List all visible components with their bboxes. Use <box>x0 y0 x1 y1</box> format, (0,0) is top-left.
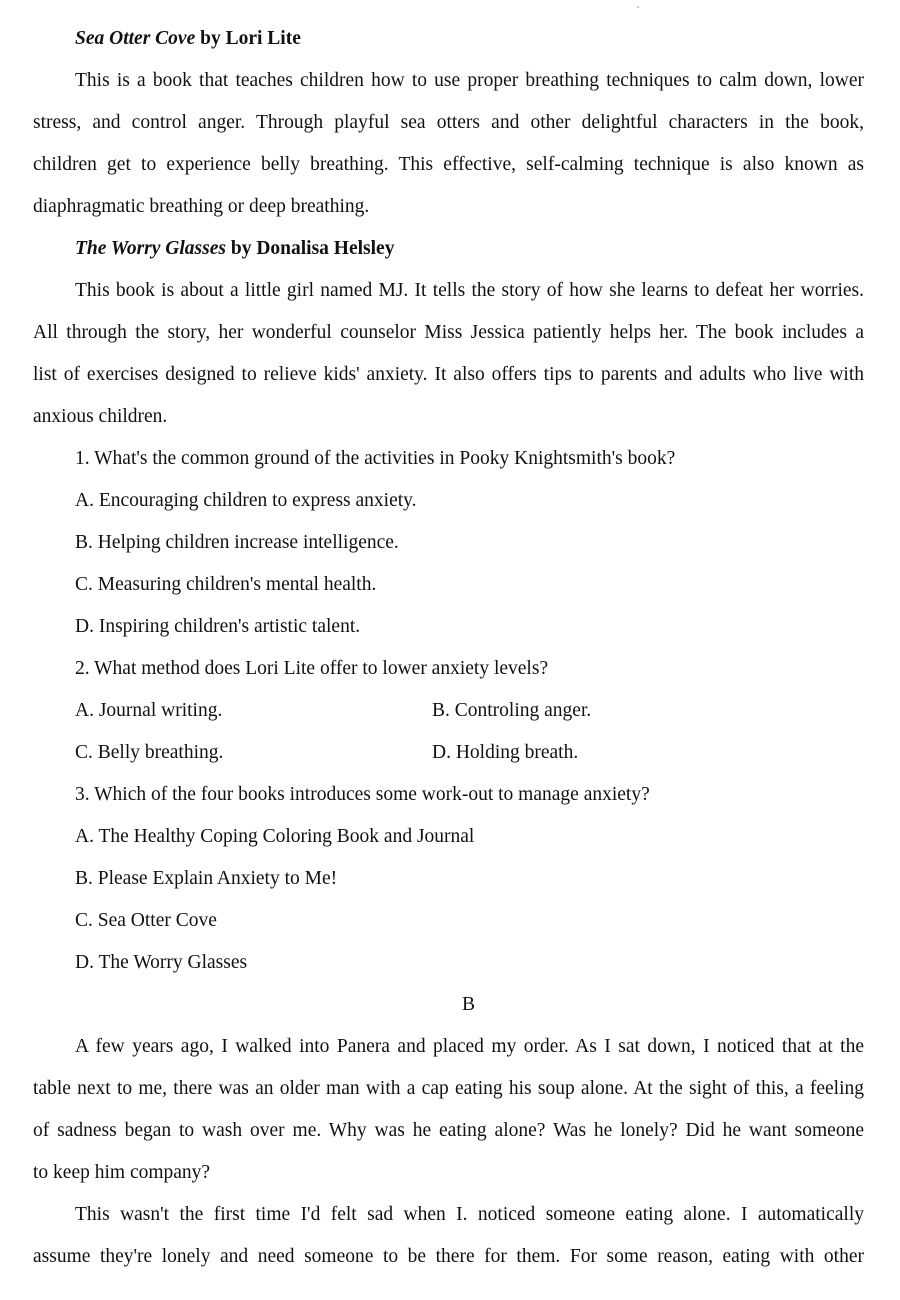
book-heading-worry-glasses <box>33 228 864 270</box>
question-2-options-row-2 <box>33 732 864 774</box>
book-heading-sea-otter-cove <box>33 18 864 60</box>
question-2-options-row-1 <box>33 690 864 732</box>
question-1-option-d: D. Inspiring children's artistic talent. <box>75 616 361 637</box>
book-title: The Worry Glasses <box>75 238 226 259</box>
question-3-option-b: B. Please Explain Anxiety to Me! <box>75 868 338 889</box>
text-line: to keep him company? <box>33 1162 211 1183</box>
book-title: Sea Otter Cove <box>75 28 196 49</box>
question-1-option-b: B. Helping children increase intelligence. <box>75 532 399 553</box>
text-line: children get to experience belly breathing. This effective, self-calming technique is also known as <box>33 154 864 175</box>
question-1-stem: 1. What's the common ground of the activities in Pooky Knightsmith's book? <box>75 448 676 469</box>
question-2-option-b: B. Controling anger. <box>432 700 592 721</box>
question-2-stem: 2. What method does Lori Lite offer to lower anxiety levels? <box>75 658 549 679</box>
question-3-option-d: D. The Worry Glasses <box>75 952 248 973</box>
scan-speck <box>637 6 639 8</box>
text-line: This wasn't the first time I'd felt sad when I. noticed someone eating alone. I automatically <box>75 1204 864 1225</box>
text-line: anxious children. <box>33 406 168 427</box>
text-line: table next to me, there was an older man with a cap eating his soup alone. At the sight of this, a feeling <box>33 1078 864 1099</box>
text-line: assume they're lonely and need someone to be there for them. For some reason, eating with other <box>33 1246 864 1267</box>
question-3-option-a: A. The Healthy Coping Coloring Book and Journal <box>75 826 475 847</box>
text-line: stress, and control anger. Through playful sea otters and other delightful characters in the book, <box>33 112 864 133</box>
text-line: All through the story, her wonderful counselor Miss Jessica patiently helps her. The book includes a <box>33 322 864 343</box>
question-1-option-c: C. Measuring children's mental health. <box>75 574 377 595</box>
question-2-option-a: A. Journal writing. <box>75 700 223 721</box>
text-line: of sadness began to wash over me. Why was he eating alone? Was he lonely? Did he want someone <box>33 1120 864 1141</box>
question-2-option-c: C. Belly breathing. <box>75 742 224 763</box>
text-line: diaphragmatic breathing or deep breathing. <box>33 196 370 217</box>
question-3-option-c: C. Sea Otter Cove <box>75 910 217 931</box>
text-line: A few years ago, I walked into Panera and placed my order. As I sat down, I noticed that at the <box>75 1036 864 1057</box>
book-author: by Donalisa Helsley <box>225 238 395 259</box>
section-b-label: B <box>461 994 475 1015</box>
text-line: This is a book that teaches children how to use proper breathing techniques to calm down, lower <box>75 70 864 91</box>
document-page <box>33 18 864 1278</box>
book-author: by Lori Lite <box>195 28 301 49</box>
question-2-option-d: D. Holding breath. <box>432 742 579 763</box>
text-line: list of exercises designed to relieve kids' anxiety. It also offers tips to parents and adults who live with <box>33 364 864 385</box>
question-1-option-a: A. Encouraging children to express anxiety. <box>75 490 417 511</box>
text-line: This book is about a little girl named MJ. It tells the story of how she learns to defeat her worries. <box>75 280 864 301</box>
question-3-stem: 3. Which of the four books introduces some work-out to manage anxiety? <box>75 784 650 805</box>
